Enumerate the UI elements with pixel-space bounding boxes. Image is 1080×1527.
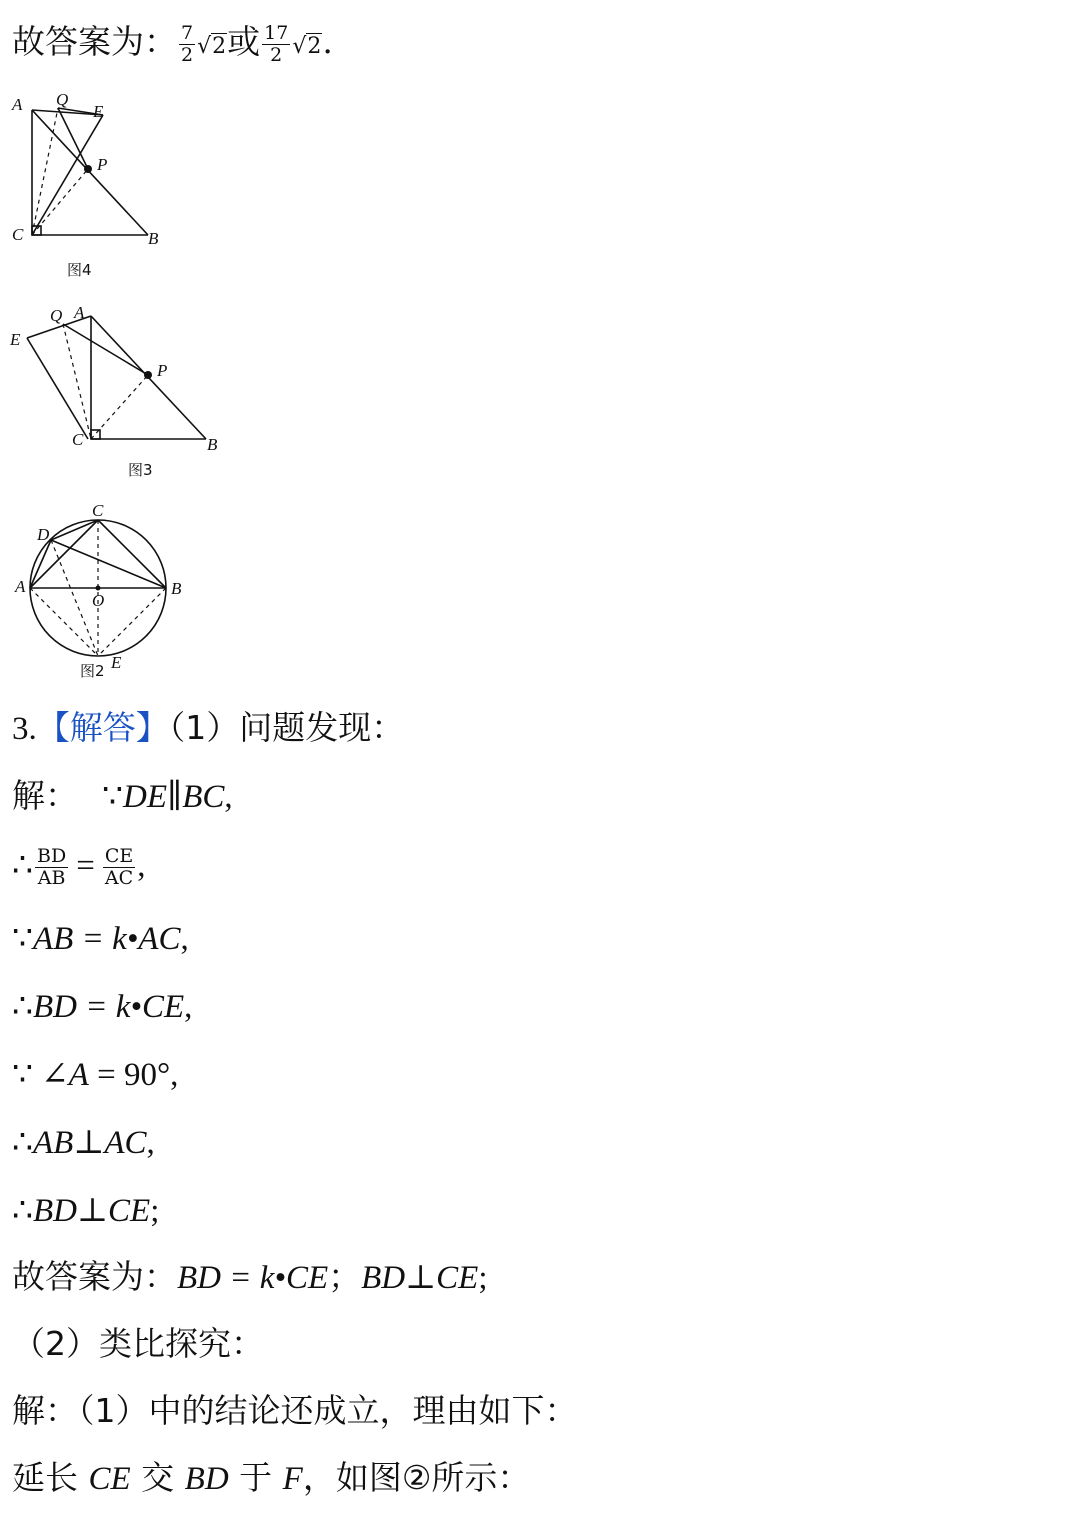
fig2-label-o: O [92,591,105,610]
fraction-ce-ac: $\frac{CE}{AC}$ [104,844,134,889]
part-2-heading: （2）类比探究： [12,1324,264,1363]
step-10: 延长 CE 交 BD 于 F，如图②所示： [12,1458,531,1497]
or-word: 或 [227,22,261,61]
fig3-label-a: A [74,303,85,322]
step-3: ∵AB = k•AC, [12,921,189,957]
step-7: ∴BD⊥CE; [12,1193,160,1229]
fig4-label-q: Q [56,90,69,109]
step-5: ∵ ∠A = 90°, [12,1057,179,1093]
fig4-caption: 图4 [67,261,92,279]
step-2: ∴ $\frac{BD}{AB}$ = $\frac{CE}{AC}$ , [12,844,146,889]
answer-prefix: 故答案为： [12,22,177,61]
fig3-label-c: C [72,430,84,449]
fig4-label-a: A [12,95,23,114]
fig3-label-b: B [207,435,218,454]
fig3-label-q: Q [50,306,63,325]
step-6: ∴AB⊥AC, [12,1125,155,1161]
figure-4 [0,90,200,290]
fig3-label-p: P [157,361,168,380]
section-3-heading: 3.【解答】（1）问题发现： [12,708,405,747]
sqrt-2-a: √2 [197,34,227,59]
step-1: 解： ∵DE∥BC, [12,776,233,815]
fig2-label-c: C [92,501,104,520]
fig2-label-b: B [171,579,182,598]
fig2-label-a: A [15,577,26,596]
sqrt-2-b: √2 [292,34,322,59]
answer-tag: 【解答】 [36,708,169,747]
step-9: 解：（1）中的结论还成立，理由如下： [12,1391,578,1430]
fig3-caption: 图3 [128,461,153,479]
fig2-label-e: E [111,653,122,672]
fig2-label-d: D [37,525,50,544]
fig4-label-p: P [97,155,108,174]
fig4-label-c: C [12,225,24,244]
step-8: 故答案为：BD = k•CE；BD⊥CE; [12,1257,488,1296]
fraction-17-over-2: $\frac{17}{2}$ [264,21,289,66]
fig4-label-b: B [148,229,159,248]
figure-2 [0,498,200,688]
fig3-label-e: E [10,330,21,349]
figure-3 [0,300,230,490]
fraction-7-over-2: $\frac{7}{2}$ [181,21,194,66]
fig2-caption: 图2 [80,662,105,680]
fig4-label-e: E [93,102,104,121]
fraction-bd-ab: $\frac{BD}{AB}$ [37,844,67,889]
answer-line-1: 故答案为： $\frac{7}{2}$ √2或 $\frac{17}{2}$ √2. [12,21,333,66]
step-4: ∴BD = k•CE, [12,989,193,1025]
